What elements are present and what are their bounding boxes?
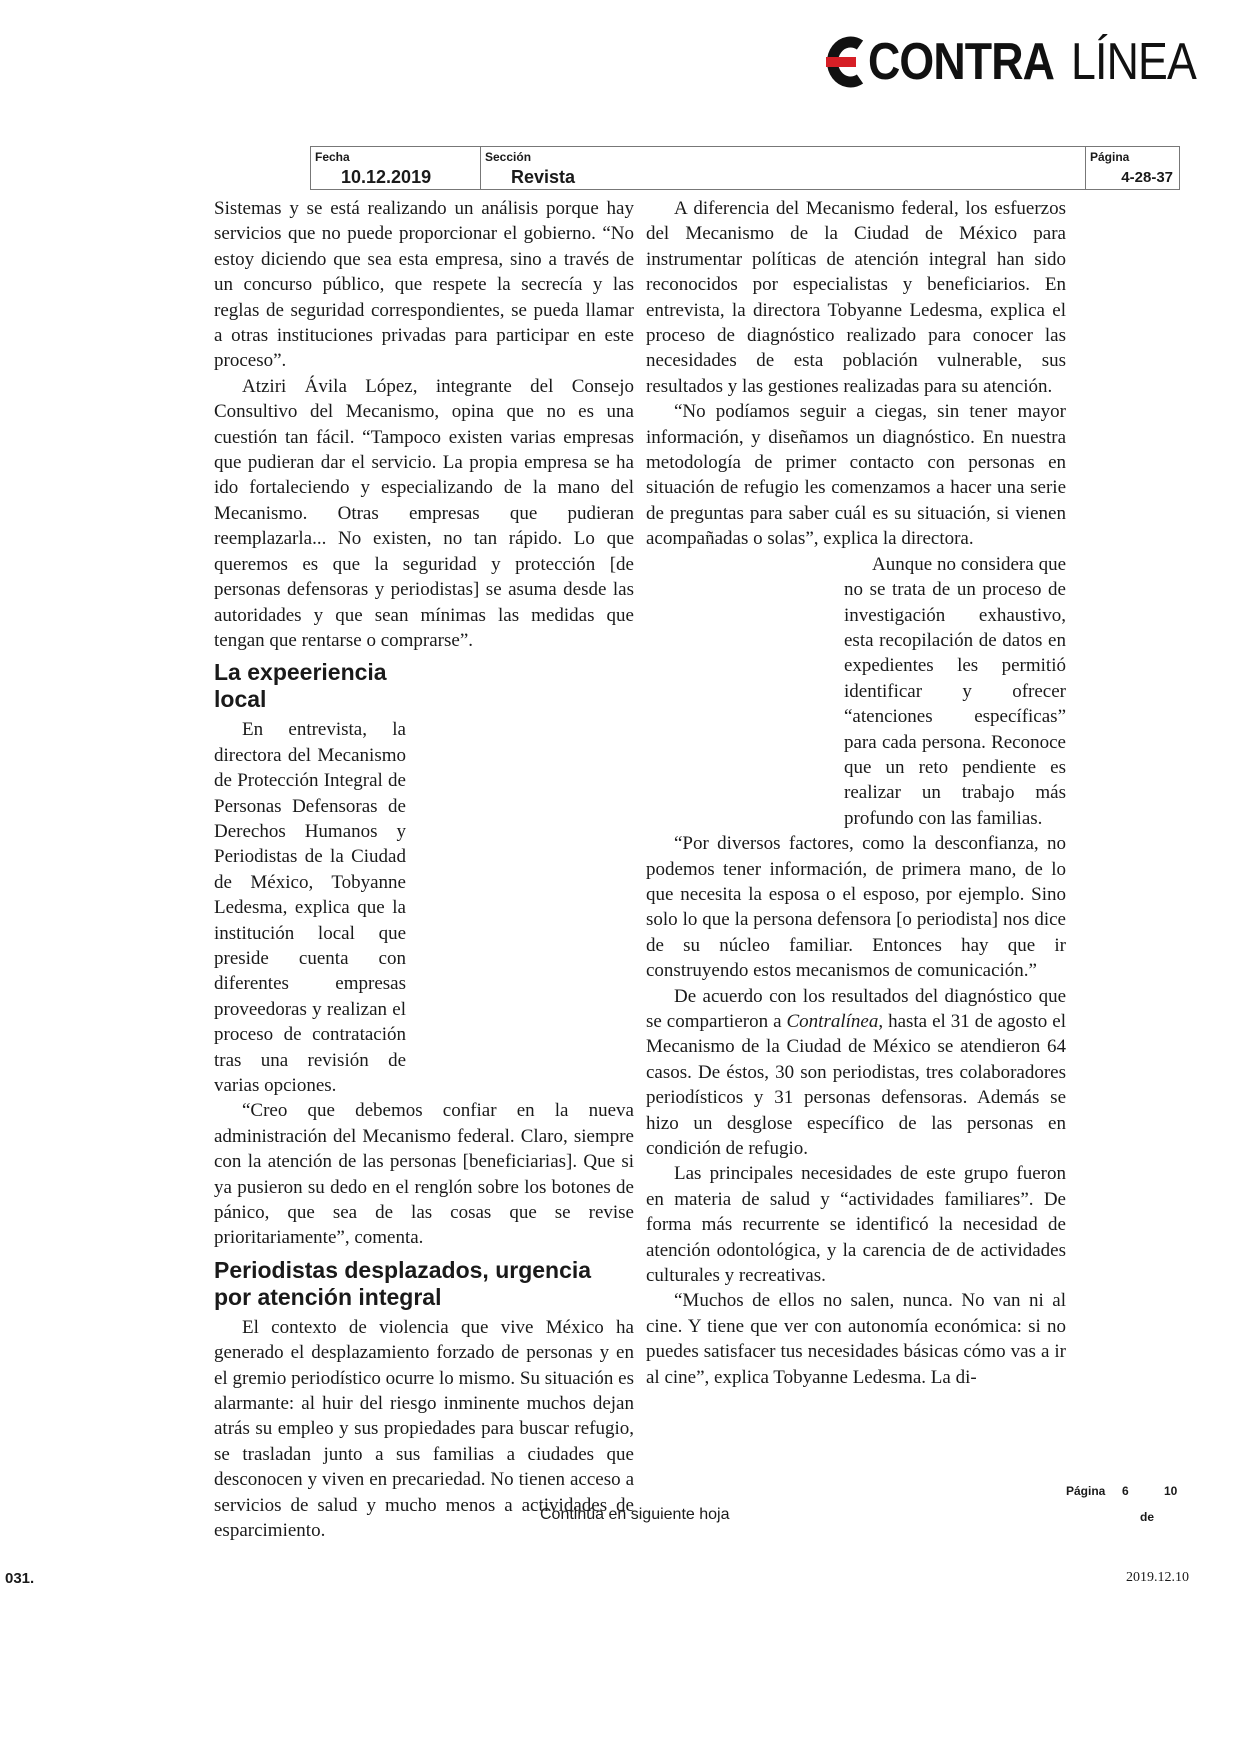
image-placeholder: [406, 717, 634, 1077]
footer-de-label: de: [1140, 1510, 1155, 1524]
paragraph: Sistemas y se está realizando un análisis porque hay servicios que no puede proporcionar el gobierno. “No estoy diciendo que sea esta empresa, sino a través de un concurso público, que respete la secrecía y las reglas de seguridad correspondientes, se pueda llamar a otras instituciones privadas para participar en este proceso”.: [214, 198, 634, 372]
paragraph: [646, 984, 1066, 1162]
paragraph: A diferencia del Mecanismo federal, los esfuerzos del Mecanismo de la Ciudad de México para instrumentar políticas de atención integral han sido reconocidos por especialistas y beneficiarios. En entrevista, la directora Tobyanne Ledesma, explica el proceso de diagnóstico realizado para conocer las necesidades de esta población vulnerable, sus resultados y las gestiones realizadas para su atención.: [646, 198, 1066, 397]
footer-page-total: 10: [1164, 1484, 1178, 1498]
paragraph: Atziri Ávila López, integrante del Consejo Consultivo del Mecanismo, opina que no es una cuestión tan fácil. “Tampoco existen varias empresas que pudieran dar el servicio. La propia empresa se ha ido fortaleciendo y especializando de la mano del Mecanismo. Otras empresas que pudieran reemplazarla... No existen, no tan rápido. Lo que queremos es que la seguridad y protección [de personas defensoras y periodistas] se asuma desde las autoridades y que sean mínimas las medidas que tengan que rentarse o comprarse”.: [214, 375, 634, 651]
paragraph: El contexto de violencia que vive México ha generado el desplazamiento forzado de personas y en el gremio periodístico ocurre lo mismo. Su situación es alarmante: al huir del riesgo inminente muchos dejan atrás su empleo y sus propiedades para buscar refugio, se trasladan junto a sus familias a ciudades que desconocen y viven en precariedad. No tienen acceso a servicios de salud y mucho menos a actividades de esparcimiento.: [214, 1316, 634, 1542]
text-run: De acuerdo con los resultados del diagnóstico que se compartieron a: [646, 985, 1066, 1032]
logo-wordmark: [868, 33, 1216, 91]
paragraph: “Por diversos factores, como la desconfianza, no podemos tener información, de primera mano, de lo que necesita la esposa o el esposo, por ejemplo. Sino solo lo que la persona defensora [o periodista] nos dice de su núcleo familiar. Entonces hay que ir construyendo estos mecanismos de comunicación.”: [646, 833, 1066, 982]
fecha-value: 10.12.2019: [341, 167, 432, 187]
paragraph: En entrevista, la directora del Mecanismo de Protección Integral de Personas Defensoras de Derechos Humanos y Periodistas de la Ciudad de México, Tobyanne Ledesma, explica que la institución local que preside cuenta con diferentes empresas proveedoras y realizan el proceso de contratación tras una revisión de varias opciones.: [214, 719, 406, 1096]
paragraph: “Muchos de ellos no salen, nunca. No van ni al cine. Y tiene que ver con autonomía económica: si no puedes satisfacer tus necesidades básicas cómo vas a ir al cine”, explica Tobyanne Ledesma. La di-: [646, 1290, 1066, 1388]
logo-mark-icon: [826, 35, 866, 89]
logo-light-text: LÍNEA: [1070, 33, 1196, 91]
publication-name: Contralínea: [786, 1011, 879, 1032]
paragraph: Las principales necesidades de este grupo fueron en materia de salud y “actividades familiares”. De forma más recurrente se identificó la necesidad de atención odontológica, y la carencia de de actividades culturales y recreativas.: [646, 1163, 1066, 1287]
paragraph: Aunque no considera que no se trata de un proceso de investigación exhaustivo, esta recopilación de datos en expedientes les permitió identificar y ofrecer “atenciones específicas” para cada persona. Reconoce que un reto pendiente es realizar un trabajo más profundo con las familias.: [844, 553, 1066, 829]
section-heading: La expeeriencia local: [214, 659, 387, 713]
contralinea-logo: [826, 30, 1216, 94]
article-column-left: [214, 196, 634, 1544]
paragraph: “No podíamos seguir a ciegas, sin tener mayor información, y diseñamos un diagnóstico. En nuestra metodología de primer contacto con personas en situación de refugio les comenzamos a hacer una serie de preguntas para saber cuál es su situación, si vienen acompañadas o solas”, explica la directora.: [646, 401, 1066, 550]
continues-note: Continúa en siguiente hoja: [540, 1506, 730, 1523]
paragraph: “Creo que debemos confiar en la nueva administración del Mecanismo federal. Claro, siempre con la atención de las personas [beneficiarias]. Que si ya pusieron su dedo en el renglón sobre los botones de pánico, que sea de las cosas que se revise prioritariamente”, comenta.: [214, 1100, 634, 1249]
metadata-table: [310, 146, 1180, 190]
document-code: 031.: [5, 1570, 35, 1587]
article-column-right: [646, 196, 1066, 1390]
footer-page-number: 6: [1122, 1484, 1129, 1498]
logo-bold-text: CONTRA: [868, 33, 1055, 91]
section-heading: Periodistas desplazados, urgencia por atención integral: [214, 1256, 592, 1310]
seccion-cell: [481, 147, 1086, 189]
seccion-value: Revista: [511, 167, 576, 187]
pagina-value: 4-28-37: [1121, 169, 1173, 186]
text-run: , hasta el 31 de agosto el Mecanismo de la Ciudad de México se atendieron 64 casos. De éstos, 30 son periodistas, tres colaboradores periodísticos y 31 personas defensoras. Además se hizo un desglose específico de las personas en condición de refugio.: [646, 1011, 1066, 1160]
footer-pagina-label: Página: [1066, 1484, 1106, 1498]
seccion-label: Sección: [485, 150, 532, 164]
pagina-label: Página: [1090, 150, 1130, 164]
fecha-cell: [311, 147, 481, 189]
footer-date: 2019.12.10: [1126, 1570, 1189, 1585]
fecha-label: Fecha: [315, 150, 350, 164]
pagina-cell: [1086, 147, 1179, 189]
